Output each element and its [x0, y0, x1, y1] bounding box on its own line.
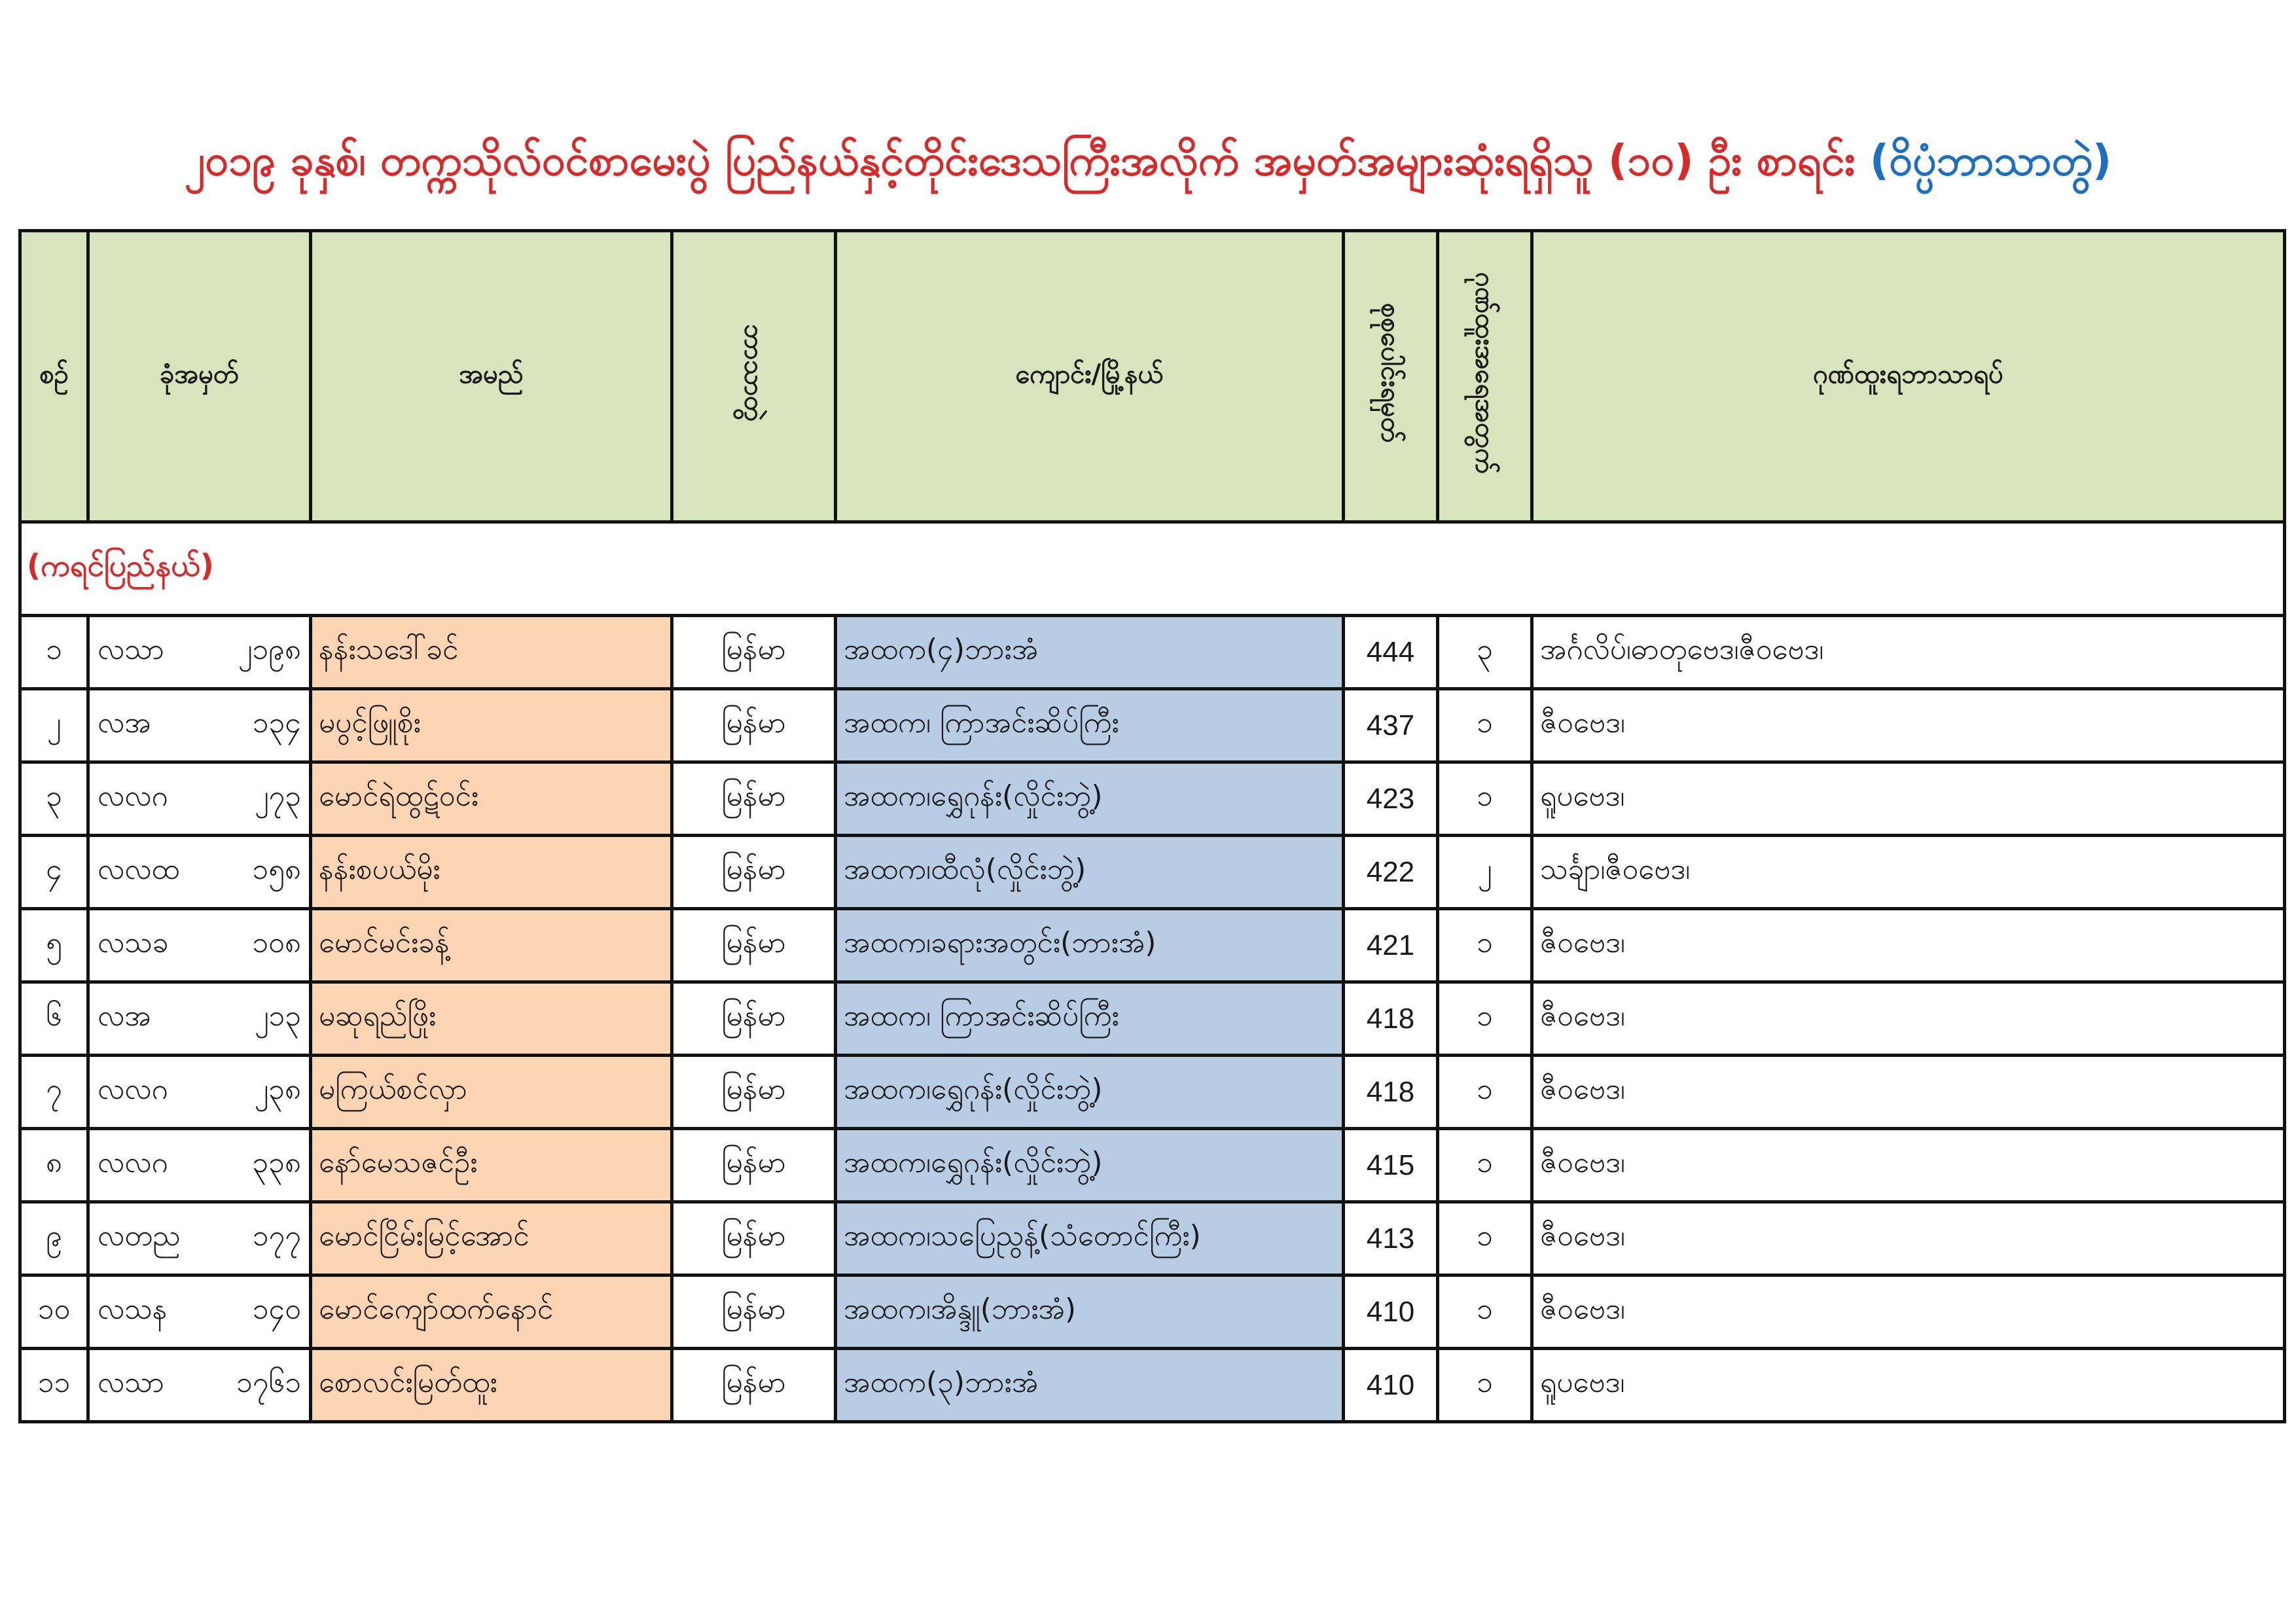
cell-distinctions: ၁: [1438, 982, 1532, 1056]
cell-distinction-subjects: ရူပဗေဒ၊: [1532, 1349, 2285, 1422]
table-row: [20, 689, 2285, 762]
cell-name: မောင်ရဲထွဋ်ဝင်း: [311, 762, 672, 836]
cell-roll: [88, 909, 311, 982]
page-title: [0, 128, 2296, 194]
cell-distinctions: ၃: [1438, 616, 1532, 689]
cell-distinctions: ၁: [1438, 1349, 1532, 1422]
cell-subject: မြန်မာ: [672, 616, 836, 689]
cell-school: အထက၊ ကြာအင်းဆိပ်ကြီး: [836, 982, 1344, 1056]
header-marks: စုစုပေါင်းရမှတ်: [1375, 303, 1406, 443]
roll-number: ၃၃၈: [252, 1145, 301, 1179]
roll-prefix: လသန: [98, 1292, 168, 1326]
cell-subject: မြန်မာ: [672, 689, 836, 762]
table-row: [20, 616, 2285, 689]
cell-roll: [88, 1129, 311, 1202]
cell-subject: မြန်မာ: [672, 1202, 836, 1275]
cell-no: ၅: [20, 909, 88, 982]
table-row: [20, 1129, 2285, 1202]
section-label: (ကရင်ပြည်နယ်): [20, 522, 2285, 616]
cell-school: အထက၊ရွှေဂုန်း(လှိုင်းဘွဲ့): [836, 1056, 1344, 1129]
roll-prefix: လသခ: [98, 925, 169, 959]
cell-distinctions: ၂: [1438, 836, 1532, 909]
header-school: ကျောင်း/မြို့နယ်: [836, 231, 1344, 522]
table-row: [20, 1202, 2285, 1275]
header-no: စဉ်: [20, 231, 88, 522]
cell-marks: 410: [1344, 1275, 1438, 1349]
cell-no: ၆: [20, 982, 88, 1056]
cell-school: အထက၊အိန္ဒူ(ဘားအံ): [836, 1275, 1344, 1349]
section-row: [20, 522, 2285, 616]
cell-name: နော်မေသဇင်ဦး: [311, 1129, 672, 1202]
roll-number: ၁၇၆၁: [236, 1365, 301, 1399]
cell-no: ၈: [20, 1129, 88, 1202]
header-distinctions-cell: [1438, 231, 1532, 522]
table-row: [20, 1349, 2285, 1422]
cell-no: ၄: [20, 836, 88, 909]
header-subject-cell: [672, 231, 836, 522]
table-header: [20, 231, 2285, 522]
cell-marks: 410: [1344, 1349, 1438, 1422]
header-roll: ခုံအမှတ်: [88, 231, 311, 522]
header-marks-cell: [1344, 231, 1438, 522]
page-title-main: ၂၀၁၉ ခုနှစ်၊ တက္ကသိုလ်ဝင်စာမေးပွဲ ပြည်နယ်နှင့်တိုင်းဒေသကြီးအလိုက် အမှတ်အများဆုံးရရှိသူ (၁၀) ဦး စာရင်း: [184, 137, 1856, 185]
roll-prefix: လလထ: [98, 852, 180, 886]
roll-prefix: လအ: [98, 999, 151, 1033]
cell-distinctions: ၁: [1438, 762, 1532, 836]
cell-no: ၉: [20, 1202, 88, 1275]
cell-distinctions: ၁: [1438, 909, 1532, 982]
cell-subject: မြန်မာ: [672, 762, 836, 836]
cell-no: ၁၀: [20, 1275, 88, 1349]
page-title-stream: (ဝိပ္ပံဘာသာတွဲ): [1869, 137, 2112, 185]
cell-roll: [88, 616, 311, 689]
cell-subject: မြန်မာ: [672, 1349, 836, 1422]
cell-name: စောလင်းမြတ်ထူး: [311, 1349, 672, 1422]
header-subject: ဘာသာတွဲ: [738, 324, 769, 422]
cell-roll: [88, 1349, 311, 1422]
cell-marks: 437: [1344, 689, 1438, 762]
cell-school: အထက၊ခရားအတွင်း(ဘားအံ): [836, 909, 1344, 982]
cell-subject: မြန်မာ: [672, 909, 836, 982]
cell-distinction-subjects: ဇီဝဗေဒ၊: [1532, 1202, 2285, 1275]
cell-name: မောင်ကျော်ထက်နောင်: [311, 1275, 672, 1349]
roll-prefix: လအ: [98, 705, 151, 740]
results-table: [18, 229, 2286, 1423]
cell-roll: [88, 1056, 311, 1129]
cell-roll: [88, 1275, 311, 1349]
cell-school: အထက(၄)ဘားအံ: [836, 616, 1344, 689]
cell-school: အထက၊ထီလုံ(လှိုင်းဘွဲ့): [836, 836, 1344, 909]
cell-marks: 418: [1344, 1056, 1438, 1129]
roll-number: ၂၃၈: [254, 1072, 301, 1106]
roll-number: ၁၇၇: [252, 1219, 301, 1253]
cell-name: နန်းသဒေါ်ခင်: [311, 616, 672, 689]
table-row: [20, 982, 2285, 1056]
cell-distinctions: ၁: [1438, 1275, 1532, 1349]
cell-no: ၃: [20, 762, 88, 836]
roll-prefix: လသာ: [98, 1365, 164, 1399]
cell-name: နန်းစပယ်မိုး: [311, 836, 672, 909]
roll-prefix: လလဂ: [98, 1072, 168, 1106]
cell-name: မပွင့်ဖြူစိုး: [311, 689, 672, 762]
cell-distinction-subjects: သင်္ချာ၊ဇီဝဗေဒ၊: [1532, 836, 2285, 909]
cell-school: အထက၊ရွှေဂုန်း(လှိုင်းဘွဲ့): [836, 1129, 1344, 1202]
cell-distinction-subjects: ရူပဗေဒ၊: [1532, 762, 2285, 836]
header-row: [20, 231, 2285, 522]
header-distinctions: ဂုဏ်ထူးအရေအတွက်: [1469, 272, 1500, 474]
table-row: [20, 909, 2285, 982]
table-body: [20, 522, 2285, 1422]
roll-number: ၁၅၈: [252, 852, 301, 886]
cell-name: မောင်ငြိမ်းမြင့်အောင်: [311, 1202, 672, 1275]
cell-distinction-subjects: အင်္ဂလိပ်၊ဓာတုဗေဒ၊ဇီဝဗေဒ၊: [1532, 616, 2285, 689]
cell-school: အထက၊ ကြာအင်းဆိပ်ကြီး: [836, 689, 1344, 762]
cell-distinction-subjects: ဇီဝဗေဒ၊: [1532, 909, 2285, 982]
cell-subject: မြန်မာ: [672, 1129, 836, 1202]
cell-distinction-subjects: ဇီဝဗေဒ၊: [1532, 689, 2285, 762]
roll-prefix: လသာ: [98, 632, 164, 666]
cell-roll: [88, 689, 311, 762]
cell-marks: 413: [1344, 1202, 1438, 1275]
cell-school: အထက၊ရွှေဂုန်း(လှိုင်းဘွဲ့): [836, 762, 1344, 836]
roll-number: ၁၄၀: [252, 1292, 301, 1326]
table-row: [20, 1056, 2285, 1129]
cell-subject: မြန်မာ: [672, 982, 836, 1056]
cell-marks: 418: [1344, 982, 1438, 1056]
cell-marks: 415: [1344, 1129, 1438, 1202]
cell-distinctions: ၁: [1438, 1056, 1532, 1129]
cell-distinction-subjects: ဇီဝဗေဒ၊: [1532, 982, 2285, 1056]
cell-roll: [88, 836, 311, 909]
roll-number: ၂၇၃: [254, 779, 301, 813]
cell-subject: မြန်မာ: [672, 1056, 836, 1129]
header-distinction-subjects: ဂုဏ်ထူးရဘာသာရပ်: [1532, 231, 2285, 522]
cell-name: မဆုရည်ဖြိုး: [311, 982, 672, 1056]
cell-no: ၁: [20, 616, 88, 689]
roll-number: ၁၃၄: [252, 705, 301, 740]
cell-subject: မြန်မာ: [672, 1275, 836, 1349]
cell-marks: 444: [1344, 616, 1438, 689]
cell-distinctions: ၁: [1438, 1129, 1532, 1202]
cell-marks: 421: [1344, 909, 1438, 982]
cell-marks: 422: [1344, 836, 1438, 909]
table-row: [20, 762, 2285, 836]
cell-subject: မြန်မာ: [672, 836, 836, 909]
roll-prefix: လလဂ: [98, 779, 168, 813]
cell-no: ၂: [20, 689, 88, 762]
cell-roll: [88, 762, 311, 836]
cell-school: အထက၊သပြေညွန့်(သံတောင်ကြီး): [836, 1202, 1344, 1275]
cell-marks: 423: [1344, 762, 1438, 836]
roll-number: ၁၀၈: [252, 925, 301, 959]
cell-name: မောင်မင်းခန့်: [311, 909, 672, 982]
cell-school: အထက(၃)ဘားအံ: [836, 1349, 1344, 1422]
roll-number: ၂၁၉၈: [238, 632, 301, 666]
cell-no: ၇: [20, 1056, 88, 1129]
roll-number: ၂၁၃: [254, 999, 301, 1033]
table-row: [20, 836, 2285, 909]
header-name: အမည်: [311, 231, 672, 522]
cell-roll: [88, 982, 311, 1056]
cell-distinctions: ၁: [1438, 689, 1532, 762]
cell-roll: [88, 1202, 311, 1275]
cell-distinction-subjects: ဇီဝဗေဒ၊: [1532, 1275, 2285, 1349]
roll-prefix: လတည: [98, 1219, 181, 1253]
cell-no: ၁၁: [20, 1349, 88, 1422]
cell-distinctions: ၁: [1438, 1202, 1532, 1275]
cell-distinction-subjects: ဇီဝဗေဒ၊: [1532, 1056, 2285, 1129]
roll-prefix: လလဂ: [98, 1145, 168, 1179]
cell-name: မကြယ်စင်လှာ: [311, 1056, 672, 1129]
table-row: [20, 1275, 2285, 1349]
cell-distinction-subjects: ဇီဝဗေဒ၊: [1532, 1129, 2285, 1202]
